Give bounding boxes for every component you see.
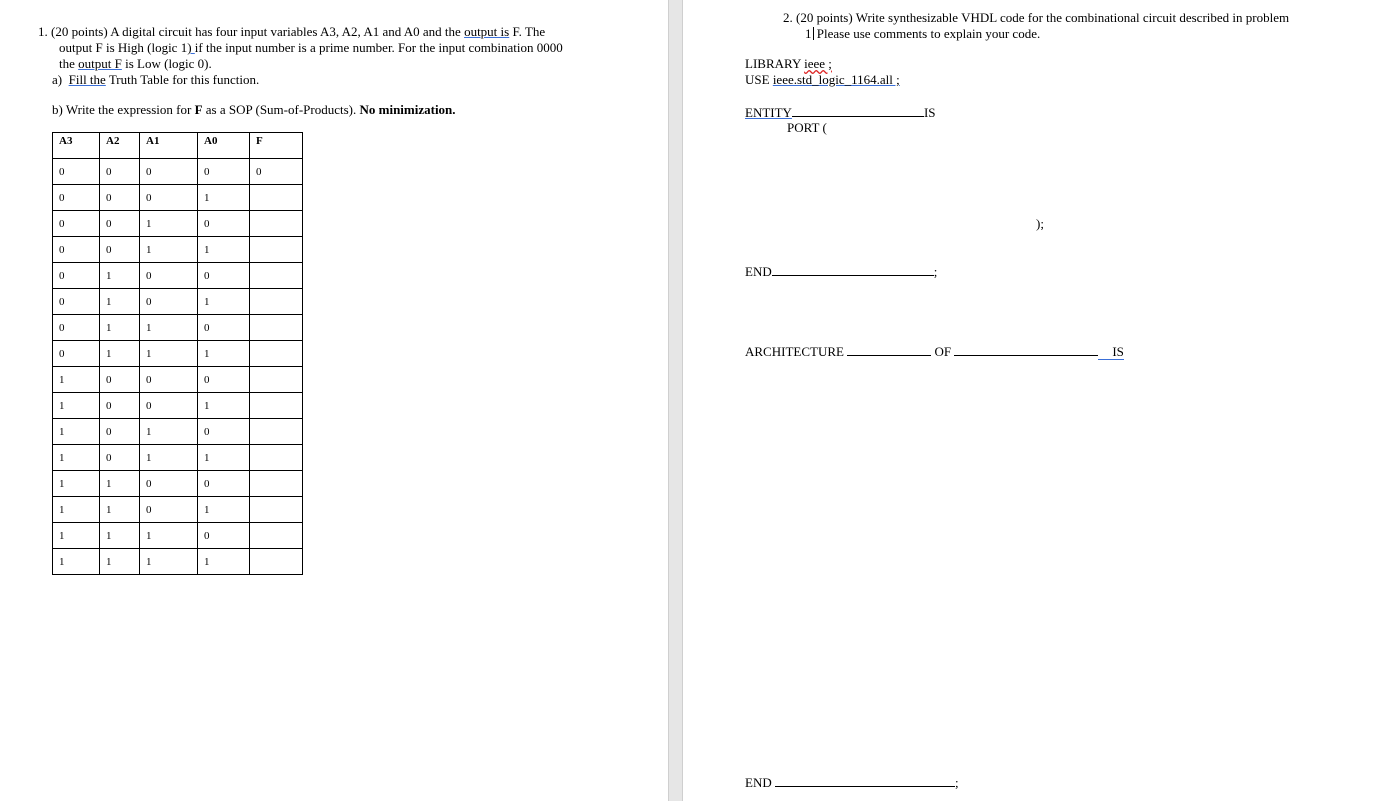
table-row	[53, 237, 303, 263]
q1-line3-text-a: the	[59, 56, 79, 71]
q1-line1-text: 1. (20 points) A digital circuit has four input variables A3, A2, A1 and A0 and the	[38, 24, 465, 39]
table-row	[53, 523, 303, 549]
entity-is-keyword: IS	[923, 105, 936, 120]
use-line	[745, 72, 900, 87]
cell-a2: 0	[100, 419, 140, 445]
document-page-left	[0, 0, 668, 801]
cell-a1: 0	[140, 263, 198, 289]
cell-a2: 1	[100, 341, 140, 367]
cell-a2: 1	[100, 549, 140, 575]
q1-line3-text-b: is Low (logic 0).	[121, 56, 212, 71]
cell-a1: 1	[140, 341, 198, 367]
port-line: PORT (	[787, 120, 827, 135]
q2-line2-number: 1	[805, 26, 812, 41]
cell-a3: 1	[53, 549, 100, 575]
architecture-end-line	[745, 774, 959, 790]
cell-a3: 0	[53, 159, 100, 185]
cell-a3: 1	[53, 445, 100, 471]
cell-a0: 1	[198, 185, 250, 211]
table-row	[53, 367, 303, 393]
cell-a3: 1	[53, 419, 100, 445]
cell-f[interactable]	[250, 471, 303, 497]
q1-line2-text-b: if the input number is a prime number. For the input combination 0000	[194, 40, 563, 55]
cell-a1: 1	[140, 445, 198, 471]
library-name: ieee ;	[804, 56, 832, 71]
cell-a3: 0	[53, 289, 100, 315]
entity-end-line	[745, 263, 937, 279]
cell-f[interactable]	[250, 211, 303, 237]
cell-a3: 0	[53, 341, 100, 367]
architecture-keyword: ARCHITECTURE	[745, 344, 844, 359]
cell-a3: 1	[53, 367, 100, 393]
header-a2: A2	[100, 133, 140, 159]
of-keyword: OF	[934, 344, 952, 359]
part-a-underlined: Fill the	[68, 72, 106, 87]
table-row	[53, 341, 303, 367]
header-a3: A3	[53, 133, 100, 159]
cell-a2: 1	[100, 497, 140, 523]
cell-a0: 1	[198, 237, 250, 263]
part-b-text: Write the expression for	[62, 102, 195, 117]
architecture-line	[745, 343, 1124, 360]
cell-a0: 0	[198, 523, 250, 549]
cell-a0: 1	[198, 393, 250, 419]
architecture-is-keyword: IS	[1098, 344, 1124, 360]
cell-a0: 1	[198, 497, 250, 523]
q1-line3	[59, 56, 212, 71]
architecture-end-blank[interactable]	[775, 774, 955, 787]
part-b-text-2: as a SOP (Sum-of-Products).	[202, 102, 360, 117]
cell-a3: 0	[53, 315, 100, 341]
cell-f[interactable]	[250, 523, 303, 549]
cell-f[interactable]	[250, 237, 303, 263]
q1-part-b	[52, 102, 456, 117]
cell-a0: 0	[198, 159, 250, 185]
end-keyword: END	[745, 264, 772, 279]
cell-a3: 0	[53, 211, 100, 237]
library-keyword: LIBRARY	[745, 56, 805, 71]
cell-a1: 0	[140, 289, 198, 315]
cell-a2: 0	[100, 237, 140, 263]
cell-f[interactable]	[250, 263, 303, 289]
cell-a2: 1	[100, 471, 140, 497]
cell-f[interactable]	[250, 393, 303, 419]
cell-a1: 1	[140, 549, 198, 575]
cell-a0: 1	[198, 549, 250, 575]
port-close: );	[1036, 216, 1044, 231]
table-row	[53, 159, 303, 185]
entity-name-blank[interactable]	[792, 104, 924, 117]
q1-line2-underlined: )	[187, 40, 195, 55]
cell-a2: 1	[100, 289, 140, 315]
use-keyword: USE	[745, 72, 773, 87]
page-gutter	[668, 0, 683, 801]
cell-f[interactable]	[250, 289, 303, 315]
document-page-right	[683, 0, 1392, 801]
cell-a2: 1	[100, 523, 140, 549]
cell-f[interactable]	[250, 315, 303, 341]
cell-a0: 0	[198, 367, 250, 393]
end-keyword-2: END	[745, 775, 772, 790]
truth-table-header-row	[53, 133, 303, 159]
cell-f[interactable]	[250, 341, 303, 367]
part-b-bold-f: F	[194, 102, 203, 117]
table-row	[53, 419, 303, 445]
q1-line1	[38, 24, 545, 39]
cell-a3: 1	[53, 497, 100, 523]
cell-f[interactable]	[250, 549, 303, 575]
cell-a1: 1	[140, 237, 198, 263]
cell-f[interactable]: 0	[250, 159, 303, 185]
part-a-text: Truth Table for this function.	[105, 72, 260, 87]
cell-a1: 1	[140, 523, 198, 549]
architecture-entity-blank[interactable]	[954, 343, 1098, 356]
cell-a2: 0	[100, 367, 140, 393]
cell-a3: 0	[53, 237, 100, 263]
cell-a1: 0	[140, 185, 198, 211]
end-semicolon-2: ;	[954, 775, 959, 790]
cell-a3: 1	[53, 523, 100, 549]
cell-a1: 0	[140, 393, 198, 419]
cell-f[interactable]	[250, 419, 303, 445]
part-a-label: a)	[52, 72, 63, 87]
cell-a1: 0	[140, 497, 198, 523]
cell-a2: 0	[100, 159, 140, 185]
cell-f[interactable]	[250, 185, 303, 211]
cell-a0: 0	[198, 419, 250, 445]
part-b-bold-no-min: No minimization.	[359, 102, 456, 117]
cell-a3: 1	[53, 471, 100, 497]
cell-a0: 0	[198, 315, 250, 341]
cell-a0: 0	[198, 211, 250, 237]
q2-line2	[805, 26, 1040, 41]
q1-line3-underlined: output F	[78, 56, 122, 71]
q2-line2-text: Please use comments to explain your code.	[813, 26, 1041, 41]
truth-table	[52, 132, 303, 575]
cell-f[interactable]	[250, 497, 303, 523]
cell-f[interactable]	[250, 367, 303, 393]
cell-a0: 1	[198, 341, 250, 367]
cell-a2: 0	[100, 445, 140, 471]
entity-end-blank[interactable]	[772, 263, 934, 276]
table-row	[53, 263, 303, 289]
entity-line	[745, 104, 936, 120]
cell-a3: 0	[53, 185, 100, 211]
use-package: ieee.std_logic_1164.all ;	[772, 72, 900, 87]
cell-a2: 1	[100, 263, 140, 289]
table-row	[53, 185, 303, 211]
cell-a1: 1	[140, 419, 198, 445]
cell-a1: 1	[140, 211, 198, 237]
header-a0: A0	[198, 133, 250, 159]
table-row	[53, 497, 303, 523]
cell-a1: 0	[140, 159, 198, 185]
cell-a0: 1	[198, 289, 250, 315]
cell-f[interactable]	[250, 445, 303, 471]
cell-a0: 1	[198, 445, 250, 471]
cell-a3: 0	[53, 263, 100, 289]
table-row	[53, 315, 303, 341]
architecture-name-blank[interactable]	[847, 343, 931, 356]
cell-a2: 1	[100, 315, 140, 341]
table-row	[53, 393, 303, 419]
cell-a0: 0	[198, 263, 250, 289]
cell-a3: 1	[53, 393, 100, 419]
table-row	[53, 445, 303, 471]
table-row	[53, 549, 303, 575]
entity-keyword: ENTITY	[745, 105, 792, 120]
table-row	[53, 289, 303, 315]
q1-line1-end: F. The	[509, 24, 546, 39]
table-row	[53, 211, 303, 237]
header-f: F	[250, 133, 303, 159]
cell-a1: 1	[140, 315, 198, 341]
cell-a1: 0	[140, 367, 198, 393]
cell-a1: 0	[140, 471, 198, 497]
q1-part-a	[52, 72, 259, 87]
header-a1: A1	[140, 133, 198, 159]
table-row	[53, 471, 303, 497]
library-line	[745, 56, 832, 71]
cell-a2: 0	[100, 185, 140, 211]
cell-a2: 0	[100, 211, 140, 237]
end-semicolon: ;	[933, 264, 938, 279]
q1-line1-underlined: output is	[464, 24, 510, 39]
q2-line1: 2. (20 points) Write synthesizable VHDL code for the combinational circuit described in problem	[783, 10, 1290, 25]
part-b-label: b)	[52, 102, 63, 117]
cell-a0: 0	[198, 471, 250, 497]
q1-line2	[59, 40, 563, 55]
q1-line2-text-a: output F is High (logic 1	[59, 40, 188, 55]
cell-a2: 0	[100, 393, 140, 419]
